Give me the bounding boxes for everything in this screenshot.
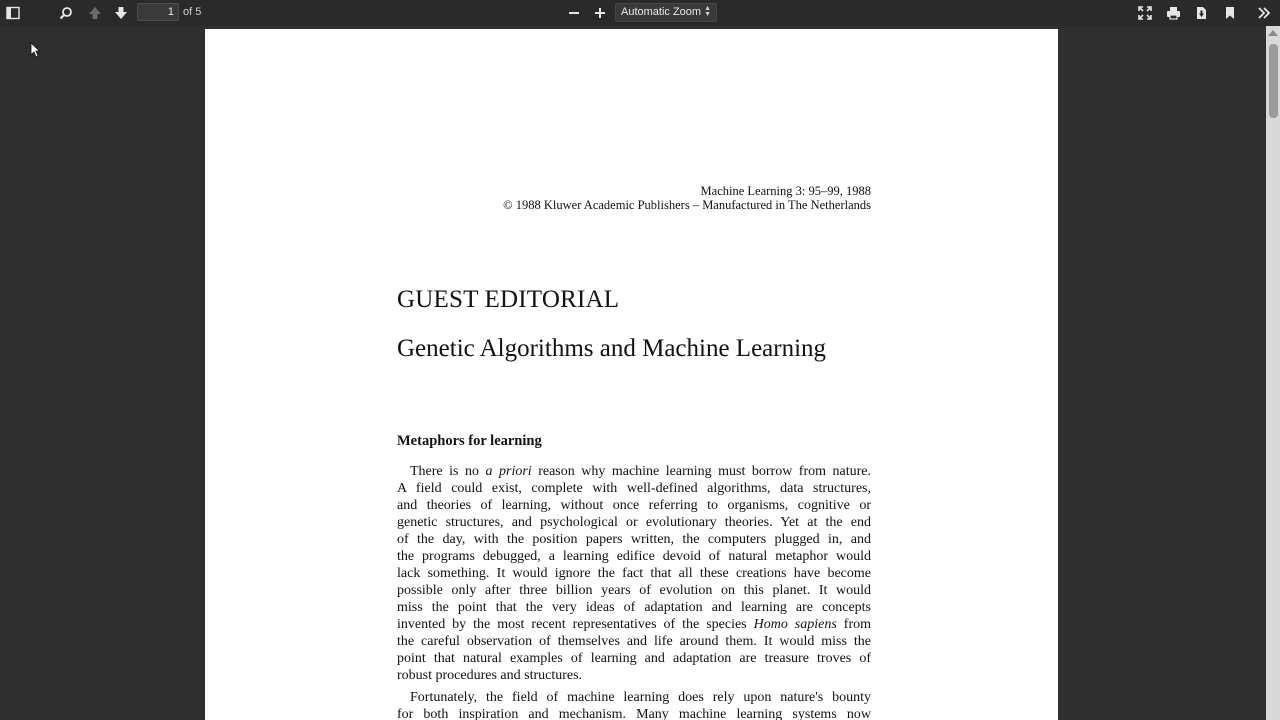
text-line: robust procedures and structures.: [397, 668, 583, 683]
bookmark-icon[interactable]: [1220, 3, 1240, 23]
article-title: Genetic Algorithms and Machine Learning: [397, 335, 827, 362]
mouse-cursor-icon: [30, 42, 40, 63]
more-tools-icon[interactable]: [1254, 3, 1274, 23]
scrollbar-thumb[interactable]: [1269, 44, 1278, 118]
paragraph-2: [397, 689, 871, 720]
text-line: and theories of learning, without once referring to organisms, cognitive or: [397, 498, 871, 513]
pdf-page: [205, 29, 1058, 720]
next-page-icon[interactable]: [111, 3, 131, 23]
select-arrows-icon: ▲ ▼: [704, 5, 711, 18]
text-line: invented by the most recent representatives of the species Homo sapiens from: [397, 617, 871, 632]
text-line: There is no a priori reason why machine learning must borrow from nature.: [410, 464, 872, 479]
pdf-toolbar: [0, 0, 1280, 26]
editorial-title: GUEST EDITORIAL: [397, 286, 620, 313]
text-line: lack something. It would ignore the fact that all these creations have become: [397, 566, 871, 581]
section-heading: Metaphors for learning: [397, 433, 542, 449]
zoom-out-icon[interactable]: [564, 3, 584, 23]
text-line: for both inspiration and mechanism. Many machine learning systems now: [397, 707, 871, 720]
publisher-line: © 1988 Kluwer Academic Publishers – Manufactured in The Netherlands: [503, 198, 871, 212]
download-icon[interactable]: [1191, 3, 1211, 23]
text-line: point that natural examples of learning and adaptation are treasure troves of: [397, 651, 871, 666]
page-number-input[interactable]: [137, 3, 179, 21]
text-line: the careful observation of themselves and life around them. It would miss the: [397, 634, 871, 649]
search-icon[interactable]: [56, 3, 76, 23]
fullscreen-icon[interactable]: [1135, 3, 1155, 23]
page-count-label: of 5: [183, 6, 202, 18]
text-line: the programs debugged, a learning edifice devoid of natural metaphor would: [397, 549, 871, 564]
zoom-select[interactable]: [615, 3, 717, 22]
text-line: miss the point that the very ideas of adaptation and learning are concepts: [397, 600, 871, 615]
paragraph-1: [397, 463, 871, 684]
vertical-scrollbar[interactable]: [1266, 26, 1280, 720]
text-line: genetic structures, and psychological or evolutionary theories. Yet at the end: [397, 515, 871, 530]
text-line: Fortunately, the field of machine learning does rely upon nature's bounty: [410, 690, 871, 705]
text-line: A field could exist, complete with well-defined algorithms, data structures,: [397, 481, 871, 496]
journal-line: Machine Learning 3: 95–99, 1988: [700, 184, 871, 198]
publication-info: [503, 184, 871, 212]
zoom-in-icon[interactable]: [590, 3, 610, 23]
scroll-up-arrow-icon[interactable]: [1268, 30, 1278, 36]
print-icon[interactable]: [1163, 3, 1183, 23]
text-line: possible only after three billion years of evolution on this planet. It would: [397, 583, 871, 598]
text-line: of the day, with the position papers written, the computers plugged in, and: [397, 532, 871, 547]
previous-page-icon[interactable]: [85, 3, 105, 23]
zoom-select-value: Automatic Zoom: [621, 6, 702, 18]
sidebar-toggle-icon[interactable]: [3, 3, 23, 23]
